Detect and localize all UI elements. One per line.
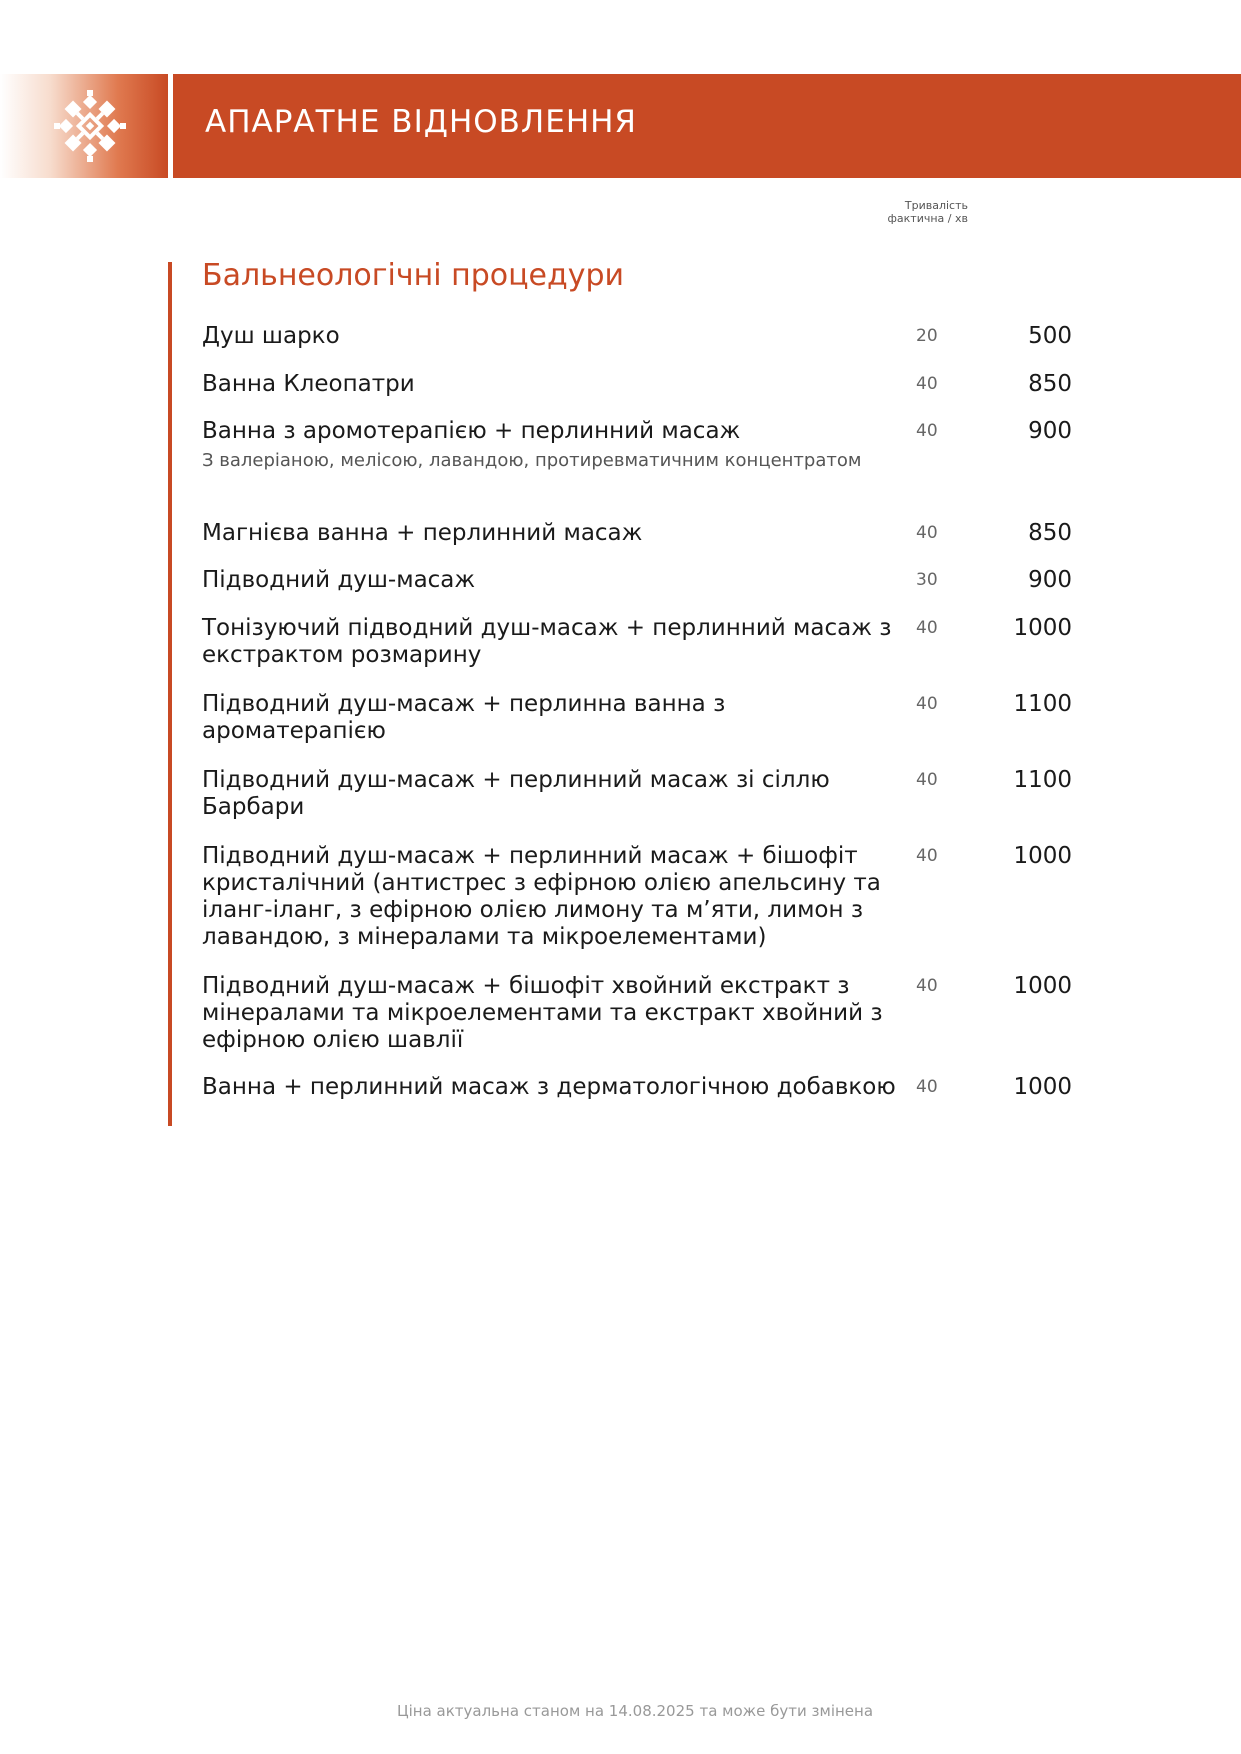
item-price: 850 (1028, 371, 1072, 397)
section-accent-line (168, 262, 172, 1126)
list-item (202, 567, 1072, 594)
item-name: Підводний душ-масаж + перлинний масаж + бішофіт кристалічний (антистрес з ефірною олією апельсину та іланг-іланг, з ефірною олією лимону та м’яти, лимон з лавандою, з мінералами та мікроелементами) (202, 843, 881, 950)
header-bar (173, 74, 1241, 178)
section-title: Бальнеологічні процедури (202, 258, 625, 293)
list-item (202, 691, 1072, 745)
item-price: 500 (1028, 323, 1072, 349)
item-price: 900 (1028, 418, 1072, 444)
item-name: Магнієва ванна + перлинний масаж (202, 520, 643, 546)
item-name: Підводний душ-масаж + перлинний масаж зі сіллю Барбари (202, 767, 830, 820)
item-duration: 40 (916, 976, 938, 996)
item-name: Тонізуючий підводний душ-масаж + перлинний масаж з екстрактом розмарину (202, 615, 892, 668)
item-name: Підводний душ-масаж + бішофіт хвойний екстракт з мінералами та мікроелементами та екстракт хвойний з ефірною олією шавлії (202, 973, 883, 1053)
duration-note-line2: фактична / хв (887, 212, 968, 225)
list-item (202, 973, 1072, 1054)
item-duration: 40 (916, 618, 938, 638)
ornament-logo-icon (44, 80, 136, 172)
item-price: 1000 (1013, 843, 1072, 869)
item-name: Душ шарко (202, 323, 340, 349)
item-duration: 40 (916, 523, 938, 543)
duration-column-note (820, 199, 968, 225)
item-note: З валеріаною, мелісою, лавандою, протиревматичним концентратом (202, 450, 862, 471)
list-item (202, 615, 1072, 669)
item-price: 900 (1028, 567, 1072, 593)
item-price: 1000 (1013, 1074, 1072, 1100)
list-item (202, 418, 1072, 472)
footer-disclaimer: Ціна актуальна станом на 14.08.2025 та може бути змінена (396, 1702, 874, 1720)
header-ornament-panel (0, 74, 168, 178)
item-name: Ванна + перлинний масаж з дерматологічною добавкою (202, 1074, 896, 1100)
list-item (202, 767, 1072, 821)
item-duration: 30 (916, 570, 938, 590)
list-item (202, 1074, 1072, 1101)
item-price: 1000 (1013, 973, 1072, 999)
list-item (202, 843, 1072, 951)
item-duration: 40 (916, 694, 938, 714)
list-item (202, 323, 1072, 350)
item-duration: 40 (916, 770, 938, 790)
item-duration: 40 (916, 421, 938, 441)
list-item (202, 371, 1072, 398)
item-price: 1100 (1013, 691, 1072, 717)
item-duration: 20 (916, 326, 938, 346)
item-name: Підводний душ-масаж + перлинна ванна з ароматерапією (202, 691, 726, 744)
item-duration: 40 (916, 374, 938, 394)
item-price: 850 (1028, 520, 1072, 546)
item-duration: 40 (916, 1077, 938, 1097)
item-name: Ванна Клеопатри (202, 371, 415, 397)
item-name: Ванна з аромотерапією + перлинний масаж (202, 418, 741, 444)
item-duration: 40 (916, 846, 938, 866)
item-name: Підводний душ-масаж (202, 567, 476, 593)
page-title: АПАРАТНЕ ВІДНОВЛЕННЯ (205, 104, 637, 140)
duration-note-line1: Тривалість (904, 199, 968, 212)
item-price: 1100 (1013, 767, 1072, 793)
list-item (202, 520, 1072, 547)
item-price: 1000 (1013, 615, 1072, 641)
